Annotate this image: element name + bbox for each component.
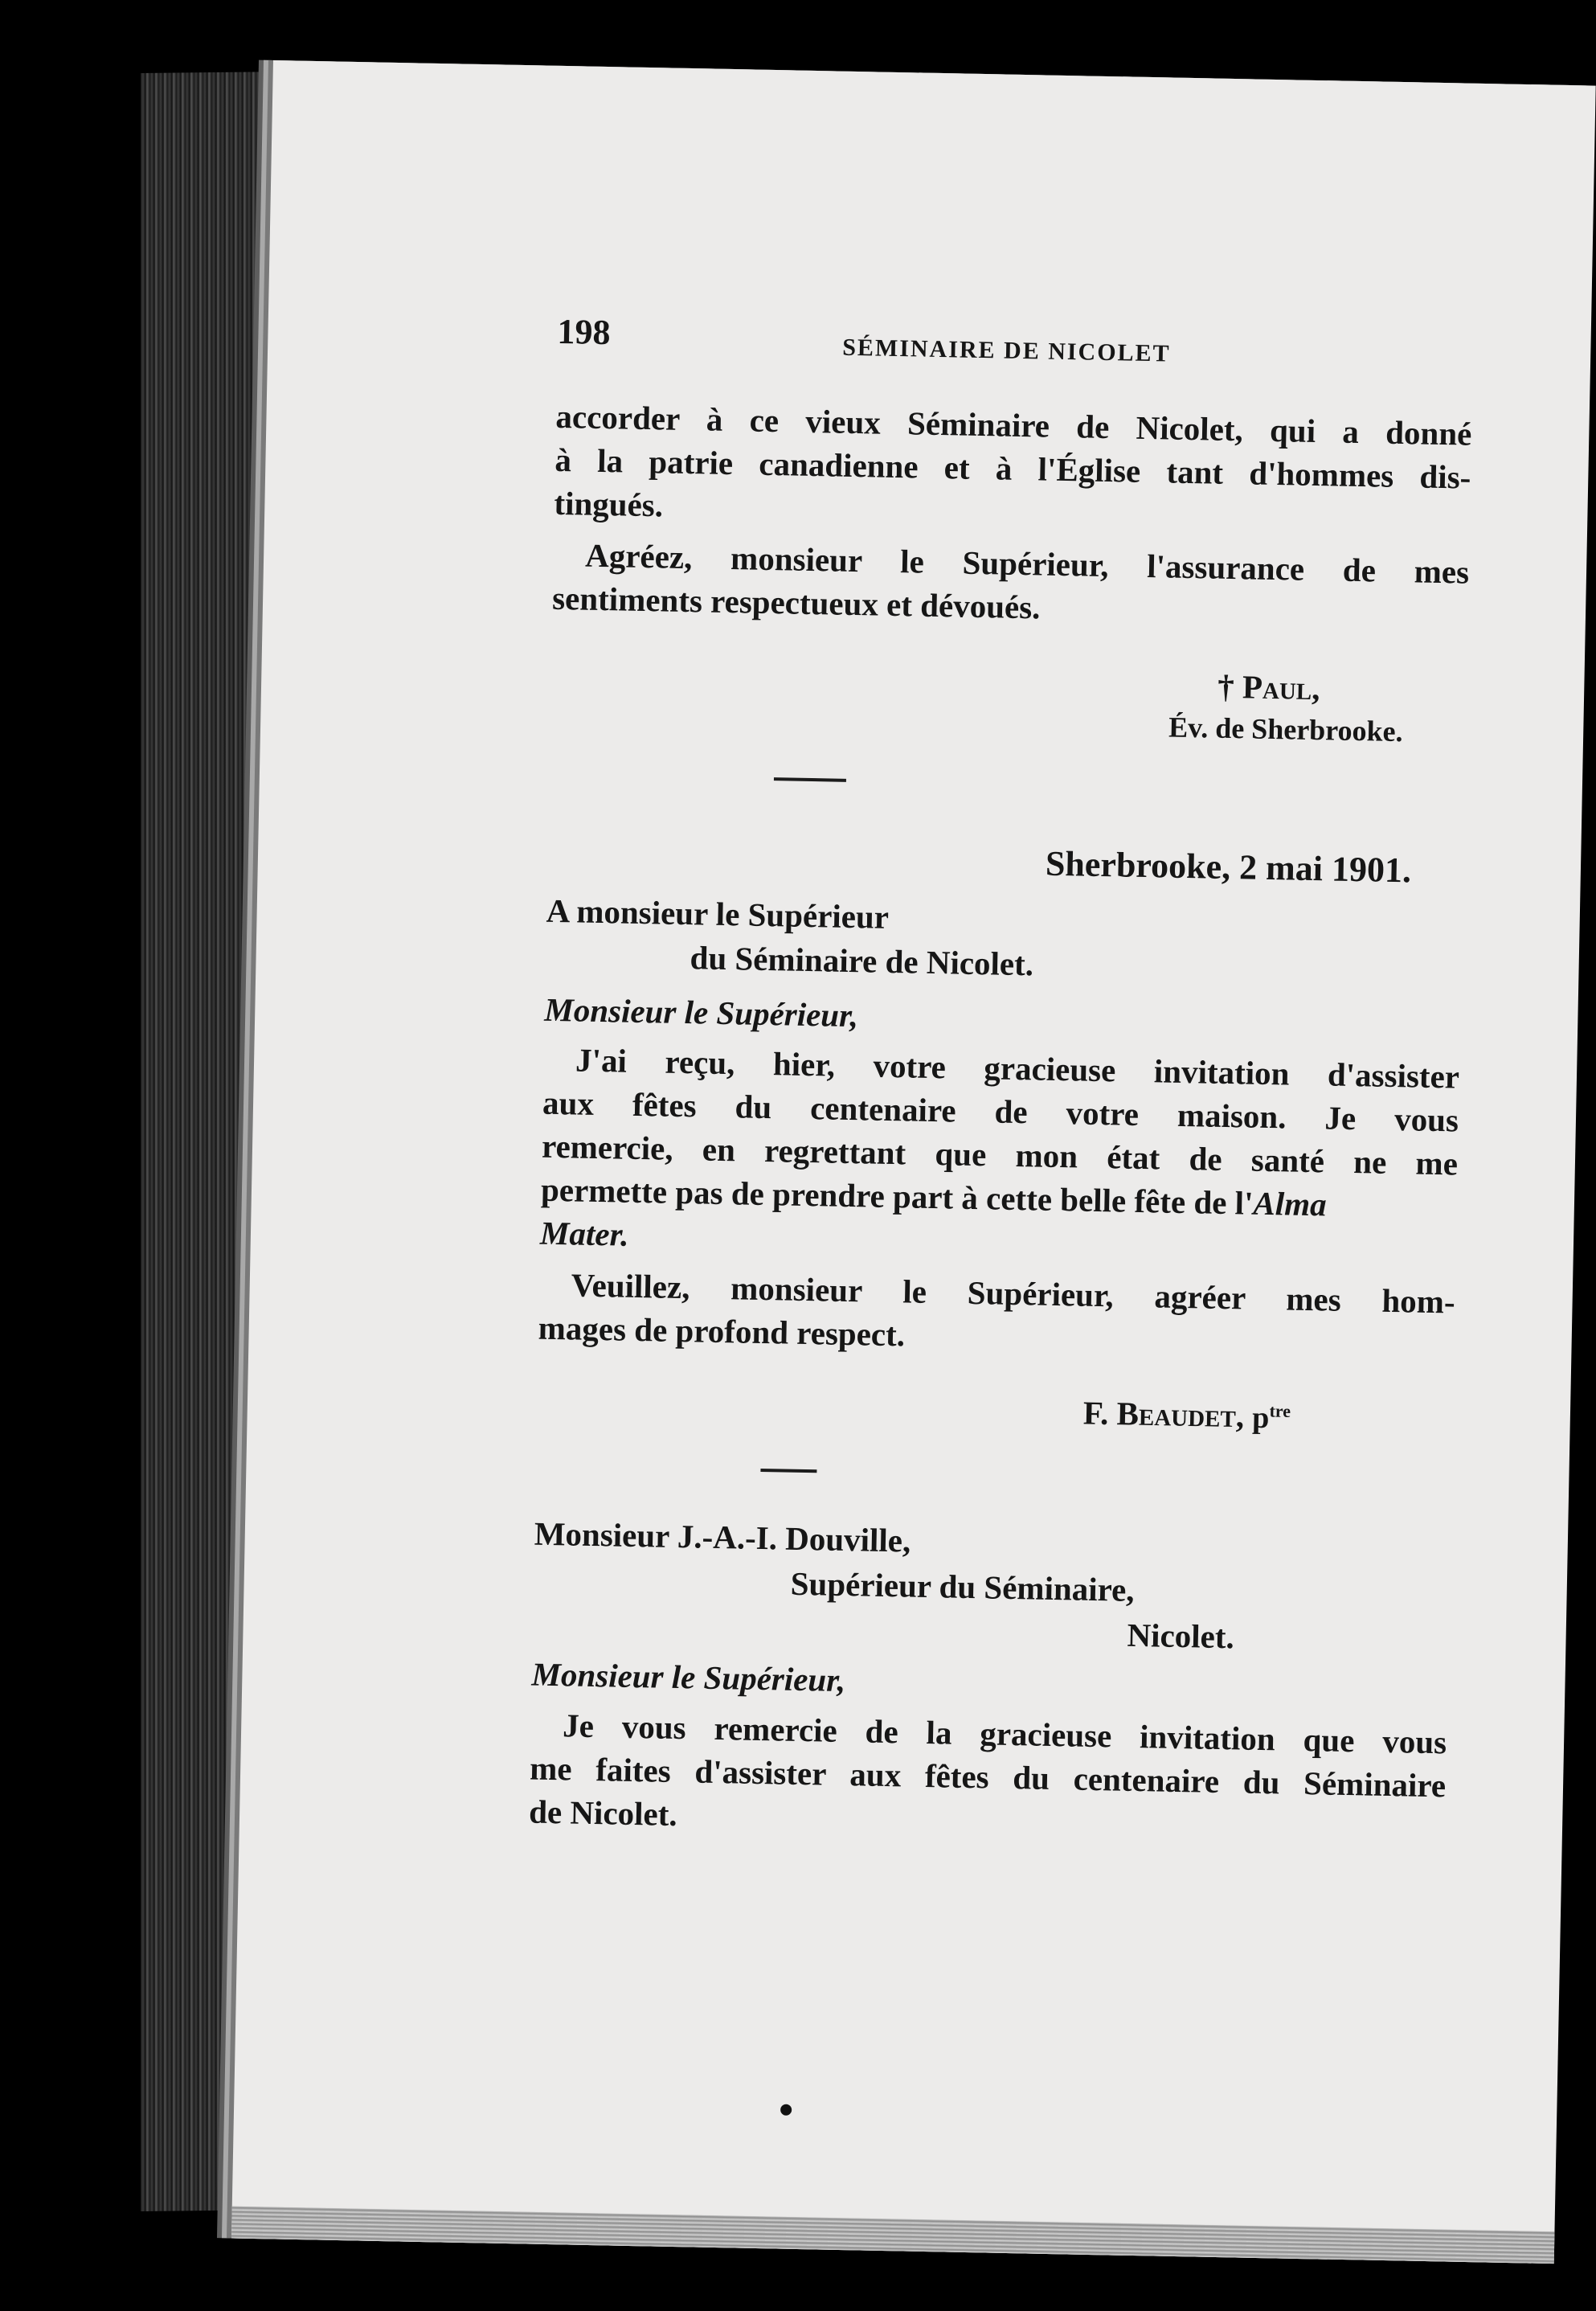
letter2-signature-suffix: $p^{tre}$ <box>1251 1400 1291 1435</box>
letter1-line-3: tingués. <box>554 484 664 524</box>
letter3-body-1: Je vous remercie de la gracieuse invitation que vous <box>562 1707 1447 1761</box>
letter3-salutation: Monsieur le Supérieur, <box>531 1655 846 1699</box>
letter2-signature <box>1082 1387 1291 1440</box>
letter3-address-2: Supérieur du Séminaire, <box>790 1564 1136 1608</box>
letter2-address-2: du Séminaire de Nicolet. <box>690 939 1034 983</box>
letter2-closing-1: Veuillez, monsieur le Supérieur, agréer mes hom- <box>571 1266 1456 1321</box>
section-divider-2 <box>760 1469 816 1473</box>
letter2-signature-name: F. Beaudet, <box>1082 1394 1245 1435</box>
letter1-closing-1: Agréez, monsieur le Supérieur, l'assurance de mes <box>584 536 1470 591</box>
letter1-closing-2: sentiments respectueux et dévoués. <box>551 579 1041 626</box>
letter3-body-3: de Nicolet. <box>528 1793 678 1834</box>
letter3-address-1: Monsieur J.-A.-I. Douville, <box>534 1514 911 1559</box>
page-number: 198 <box>557 311 612 353</box>
section-divider-1 <box>774 777 846 782</box>
ink-speck <box>780 2104 792 2116</box>
letter2-body-3: remercie, en regrettant que mon état de santé ne me <box>541 1127 1459 1182</box>
letter2-body-5: Mater. <box>539 1214 629 1253</box>
letter2-body-2: aux fêtes du centenaire de votre maison. Je vous <box>542 1084 1459 1139</box>
book-page <box>231 60 1596 2264</box>
letter2-closing-2: mages de profond respect. <box>538 1309 906 1354</box>
letter2-body-4-text: permette pas de prendre part à cette belle fête de l' <box>540 1170 1254 1222</box>
letter2-signature-sup: tre <box>1269 1400 1291 1421</box>
running-title: SÉMINAIRE DE NICOLET <box>841 334 1171 367</box>
letter2-body-4-italic: Alma <box>1253 1184 1328 1223</box>
letter2-address-1: A monsieur le Supérieur <box>546 891 890 936</box>
letter1-line-1: accorder à ce vieux Séminaire de Nicolet, qui a donné <box>555 397 1472 453</box>
letter2-body-1: J'ai reçu, hier, votre gracieuse invitation d'assister <box>575 1041 1460 1096</box>
letter1-signature-title: Év. de Sherbrooke. <box>1168 711 1403 748</box>
letter1-signature-name: † Paul, <box>1217 667 1320 707</box>
letter3-body-2: me faites d'assister aux fêtes du centenaire du Séminaire <box>529 1749 1447 1805</box>
letter2-place-date: Sherbrooke, 2 mai 1901. <box>1045 843 1412 891</box>
letter3-address-3: Nicolet. <box>1127 1616 1235 1656</box>
letter2-salutation: Monsieur le Supérieur, <box>543 990 859 1035</box>
letter1-line-2: à la patrie canadienne et à l'Église tant d'hommes dis- <box>555 440 1471 496</box>
